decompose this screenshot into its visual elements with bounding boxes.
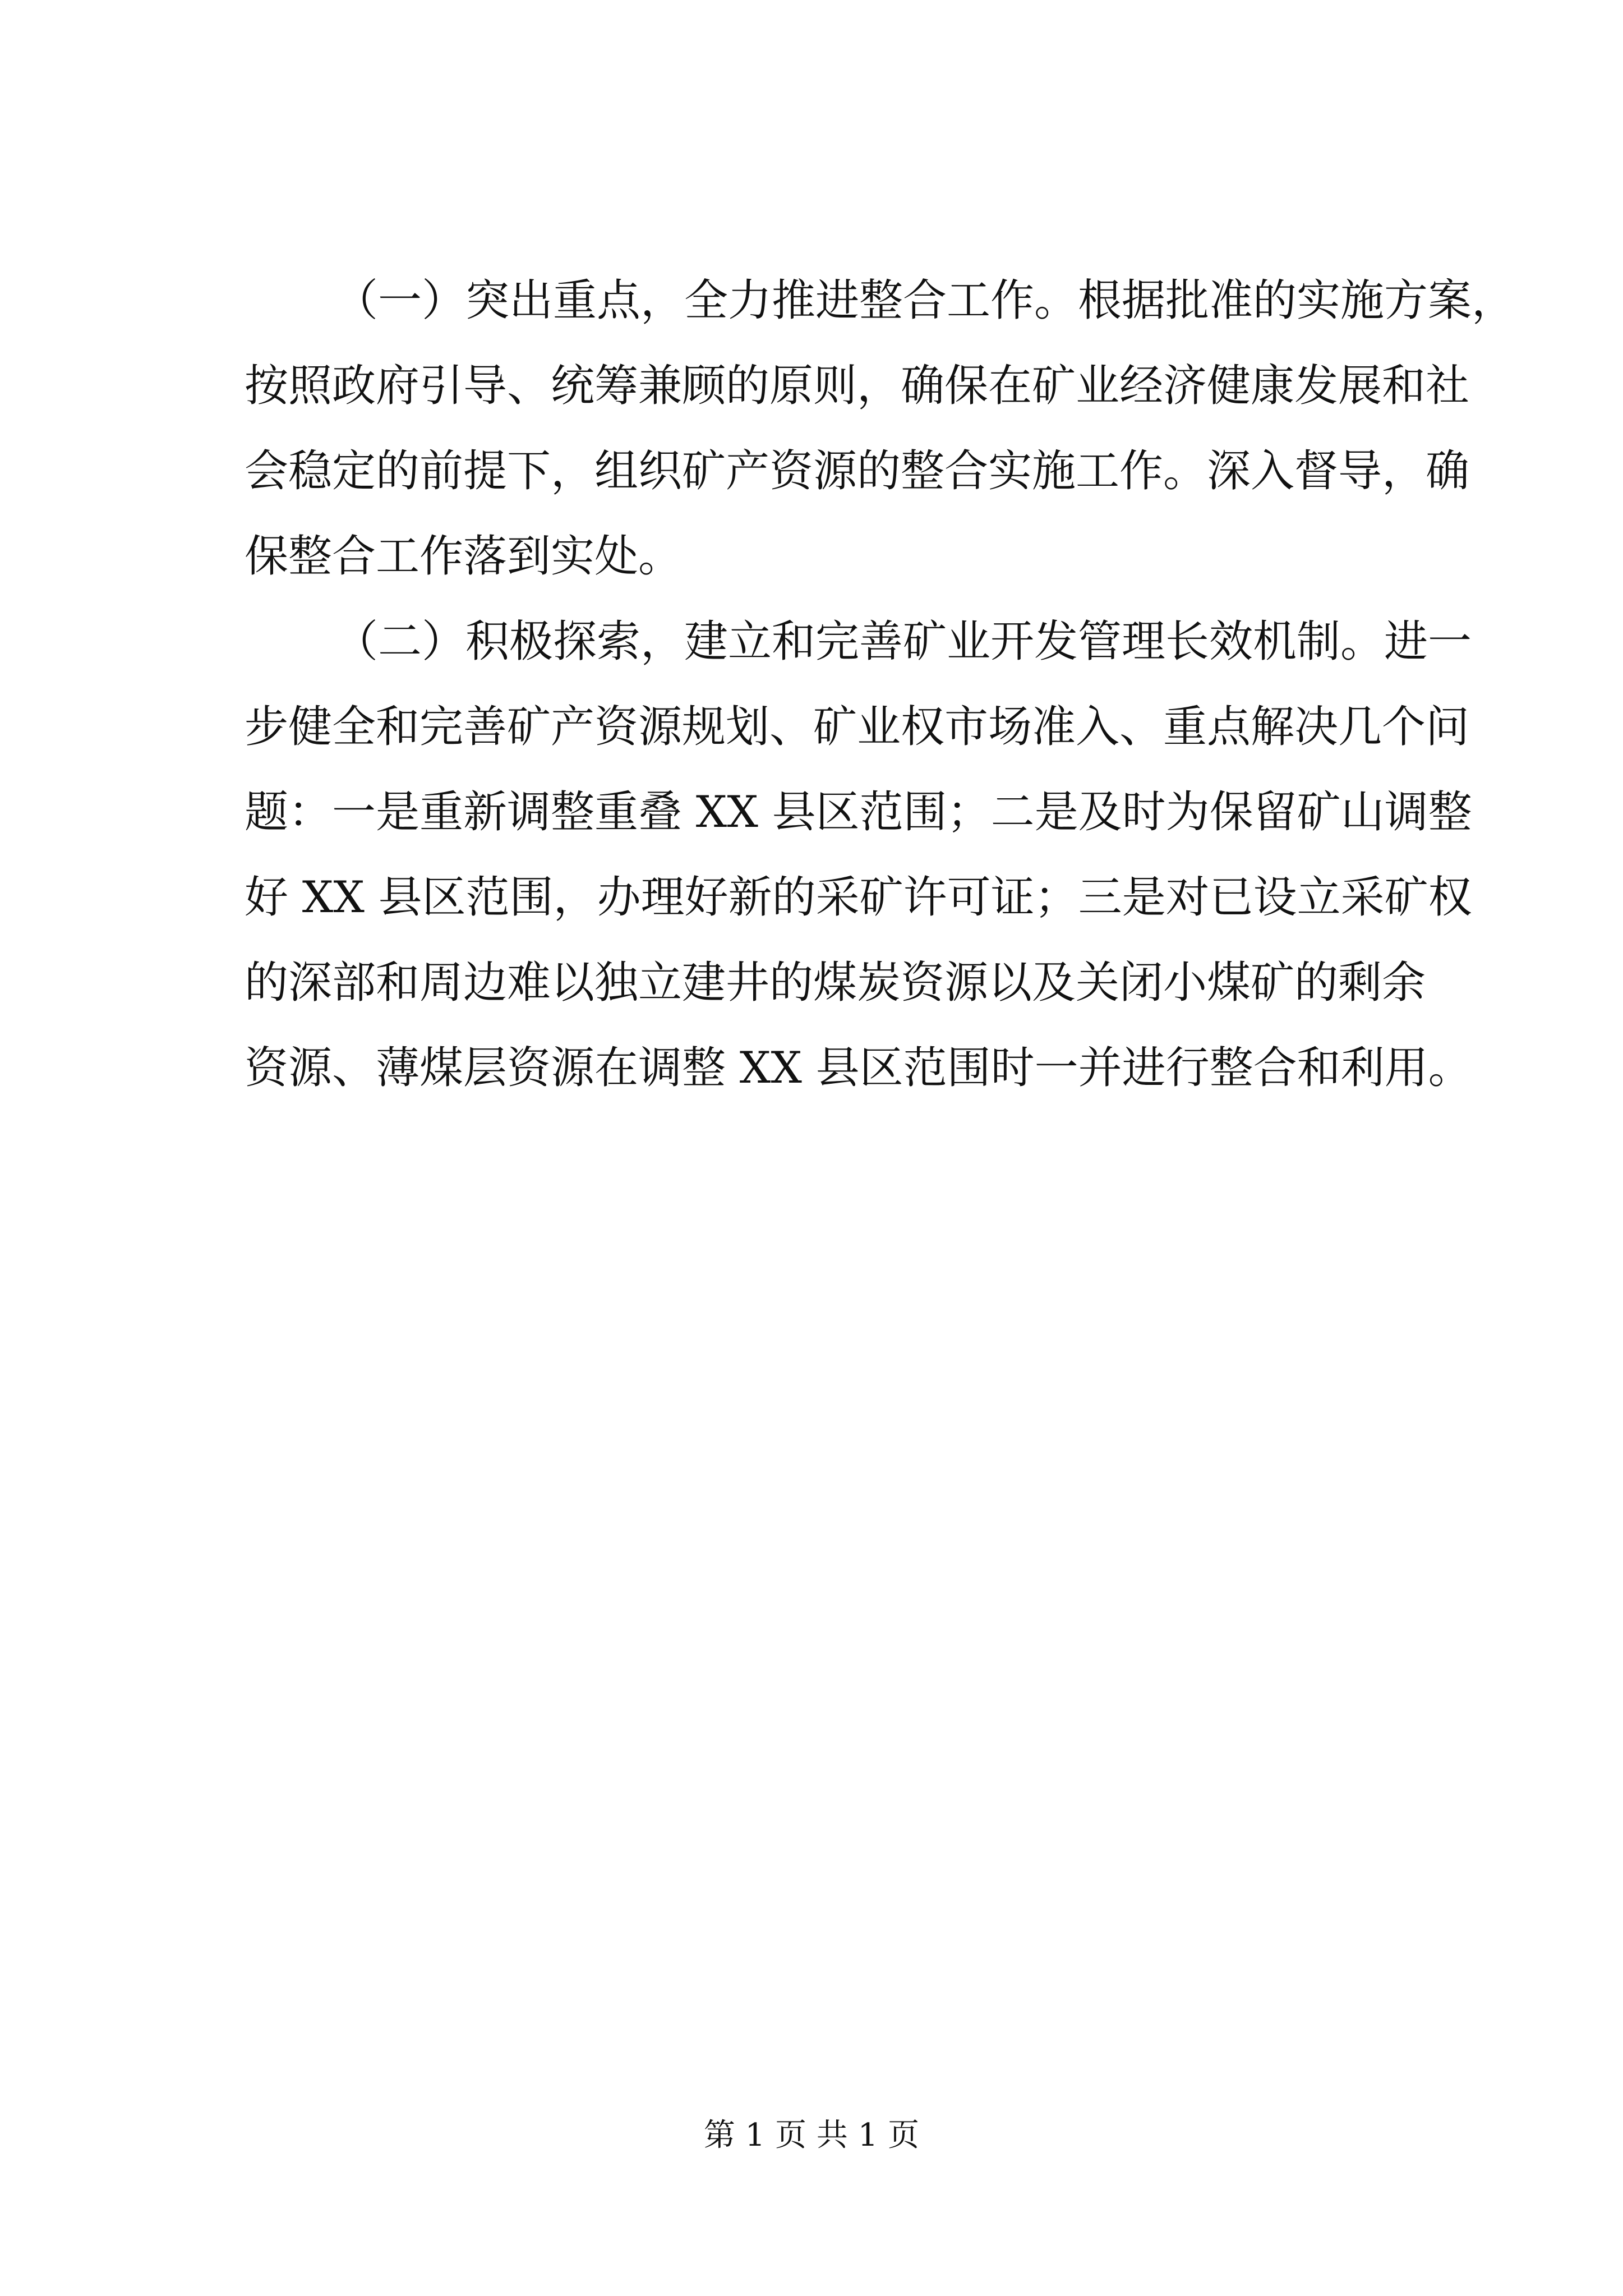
paragraph-line: 资源、薄煤层资源在调整 XX 县区范围时一并进行整合和利用。 [245,1043,1472,1093]
paragraph-line: 步健全和完善矿产资源规划、矿业权市场准入、重点解决几个问 [245,702,1470,752]
paragraph-1 [245,258,1516,599]
paragraph-line: 题：一是重新调整重叠 XX 县区范围；二是及时为保留矿山调整 [245,787,1472,838]
paragraph-line: （二）积极探索，建立和完善矿业开发管理长效机制。进一 [334,616,1472,667]
paragraph-line: 会稳定的前提下，组织矿产资源的整合实施工作。深入督导，确 [245,446,1470,496]
paragraph-line: 保整合工作落到实处。 [245,531,683,582]
paragraph-line: 按照政府引导、统筹兼顾的原则，确保在矿业经济健康发展和社 [245,361,1470,411]
paragraph-line: （一）突出重点，全力推进整合工作。根据批准的实施方案， [334,275,1516,326]
document-body [245,258,1516,1111]
paragraph-line: 的深部和周边难以独立建井的煤炭资源以及关闭小煤矿的剩余 [245,958,1426,1008]
page-number-footer: 第 1 页 共 1 页 [703,2117,920,2154]
paragraph-2 [245,599,1472,1111]
paragraph-line: 好 XX 县区范围，办理好新的采矿许可证；三是对已设立采矿权 [245,872,1472,923]
